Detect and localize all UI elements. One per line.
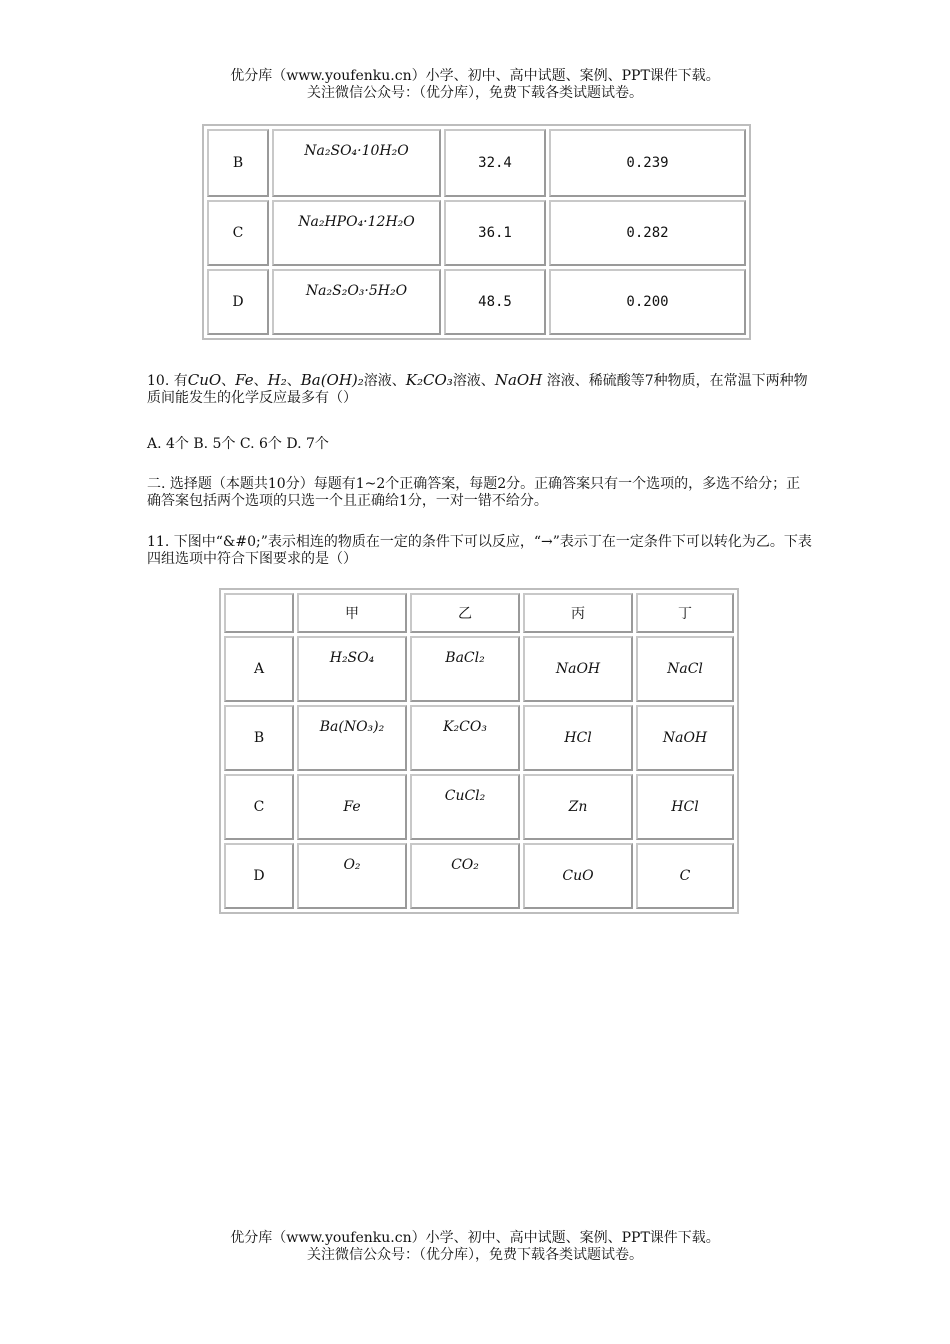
row-label: D (224, 843, 294, 909)
substance: Fe (235, 371, 254, 389)
formula-cell: Na₂HPO₄·12H₂O (272, 200, 441, 266)
table-row (224, 636, 734, 702)
page-footer (0, 1230, 950, 1264)
table-row (224, 843, 734, 909)
page-header (0, 68, 950, 102)
question-text: 11. 下图中“&#0;”表示相连的物质在一定的条件下可以反应，“ (147, 534, 542, 550)
question-10 (147, 372, 812, 407)
question-text: ”表示丁在一定条件下可以转化为乙。下表四组选项中符合下图要求的是（） (147, 534, 812, 567)
solubility-table (202, 124, 751, 340)
substance: H₂ (267, 371, 287, 389)
formula-cell: HCl (523, 705, 633, 771)
formula-cell: O₂ (297, 843, 407, 909)
formula-cell: CO₂ (410, 843, 520, 909)
value-cell: 32.4 (444, 129, 546, 197)
value-cell: 0.282 (549, 200, 746, 266)
header-cell (224, 593, 294, 633)
formula-cell: BaCl₂ (410, 636, 520, 702)
header-cell: 乙 (410, 593, 520, 633)
question-number: 10. 有 (147, 373, 188, 389)
row-label: C (207, 200, 269, 266)
substance: NaOH (494, 371, 543, 389)
formula-cell: Fe (297, 774, 407, 840)
header-cell: 甲 (297, 593, 407, 633)
formula-cell: NaCl (636, 636, 734, 702)
substance: Ba(OH)₂ (300, 371, 364, 389)
table-row (207, 269, 746, 335)
formula-cell: CuCl₂ (410, 774, 520, 840)
table-row (207, 200, 746, 266)
row-label: A (224, 636, 294, 702)
table-row (207, 129, 746, 197)
formula-cell: Ba(NO₃)₂ (297, 705, 407, 771)
footer-line-2: 关注微信公众号：（优分库），免费下载各类试题试卷。 (307, 1247, 643, 1263)
formula-cell: Na₂S₂O₃·5H₂O (272, 269, 441, 335)
table-row (224, 705, 734, 771)
separator: 、 (221, 373, 236, 389)
value-cell: 48.5 (444, 269, 546, 335)
row-label: B (224, 705, 294, 771)
value-cell: 36.1 (444, 200, 546, 266)
question-11 (147, 534, 812, 568)
formula-cell: K₂CO₃ (410, 705, 520, 771)
row-label: B (207, 129, 269, 197)
formula-cell: NaOH (636, 705, 734, 771)
reaction-table (219, 588, 739, 914)
formula-cell: NaOH (523, 636, 633, 702)
formula-cell: H₂SO₄ (297, 636, 407, 702)
formula-cell: Zn (523, 774, 633, 840)
question-10-options: A. 4个 B. 5个 C. 6个 D. 7个 (147, 436, 329, 452)
row-label: D (207, 269, 269, 335)
question-text: 溶液、稀硫酸等7种物质，在常温下两种物质间能发生的化学反应最多有（） (147, 373, 808, 406)
separator: 、 (253, 373, 268, 389)
header-cell: 丙 (523, 593, 633, 633)
header-line-2: 关注微信公众号：（优分库），免费下载各类试题试卷。 (307, 85, 643, 101)
footer-line-1: 优分库（www.youfenku.cn）小学、初中、高中试题、案例、PPT课件下载。 (230, 1230, 720, 1246)
value-cell: 0.200 (549, 269, 746, 335)
formula-cell: Na₂SO₄·10H₂O (272, 129, 441, 197)
question-text: 溶液、 (452, 373, 495, 389)
header-cell: 丁 (636, 593, 734, 633)
section-2-instructions: 二. 选择题（本题共10分）每题有1~2个正确答案，每题2分。正确答案只有一个选项的，多选不给分；正确答案包括两个选项的只选一个且正确给1分，一对一错不给分。 (147, 476, 801, 509)
question-text: 溶液、 (363, 373, 406, 389)
row-label: C (224, 774, 294, 840)
table-row (224, 774, 734, 840)
formula-cell: HCl (636, 774, 734, 840)
formula-cell: C (636, 843, 734, 909)
table-header-row (224, 593, 734, 633)
header-line-1: 优分库（www.youfenku.cn）小学、初中、高中试题、案例、PPT课件下载。 (230, 68, 720, 84)
arrow-icon: → (541, 534, 553, 550)
formula-cell: CuO (523, 843, 633, 909)
value-cell: 0.239 (549, 129, 746, 197)
substance: CuO (187, 371, 222, 389)
substance: K₂CO₃ (405, 371, 453, 389)
separator: 、 (286, 373, 301, 389)
